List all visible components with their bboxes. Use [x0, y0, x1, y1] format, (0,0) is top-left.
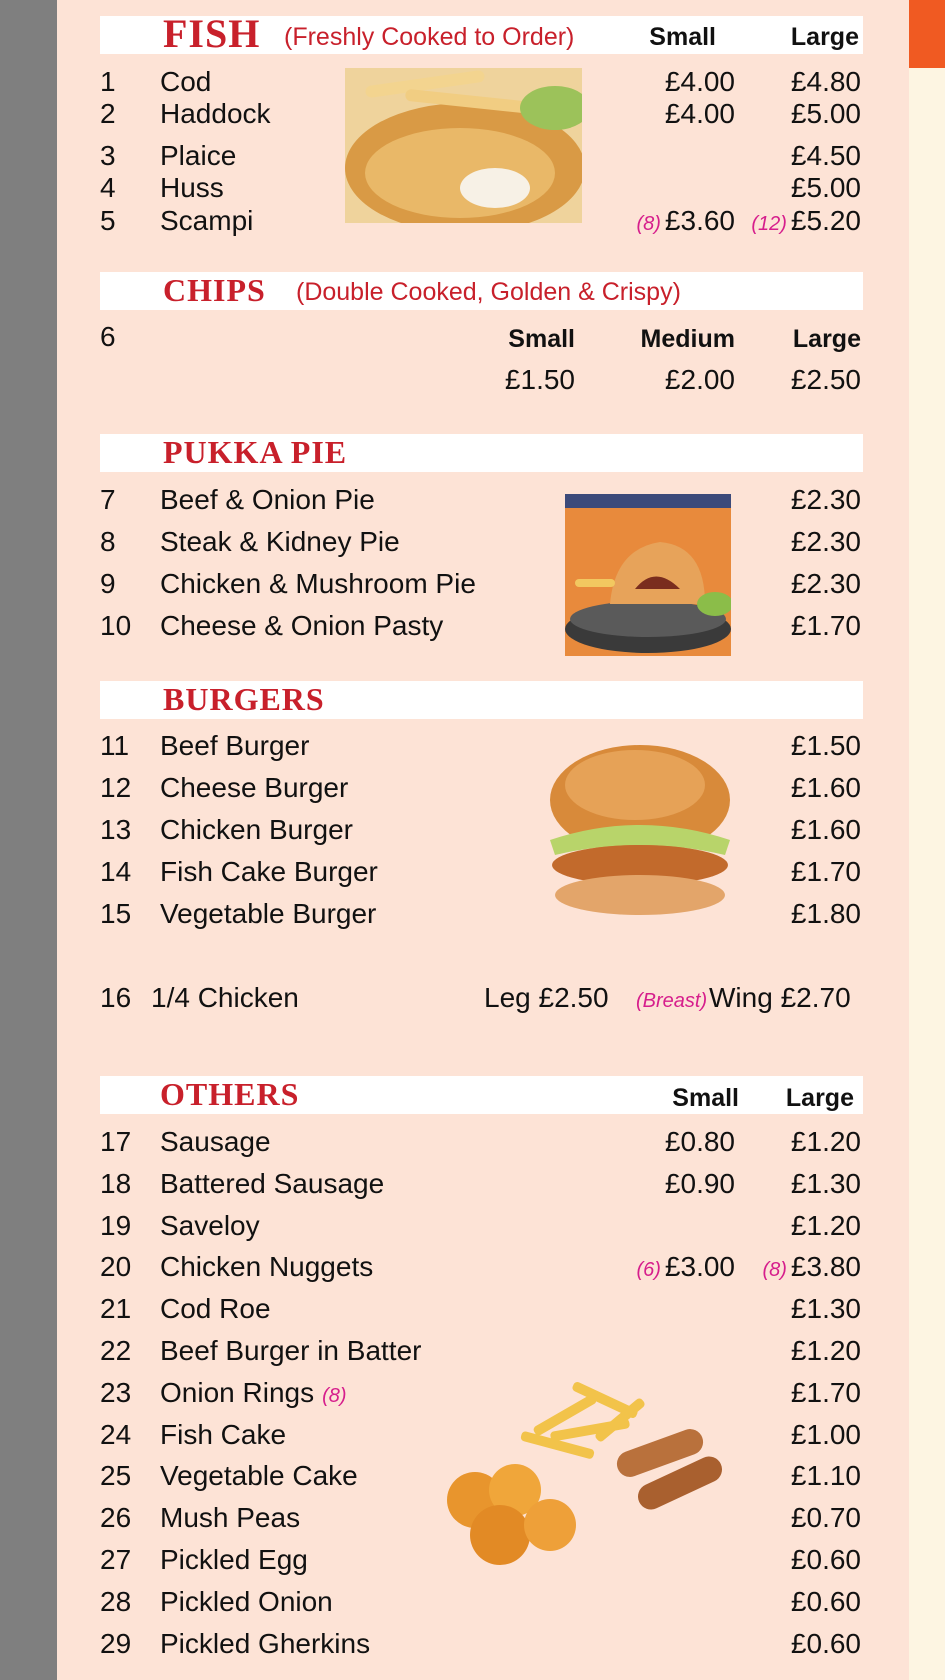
others-item-name-note: (8)	[322, 1385, 347, 1407]
others-item-large-value: £1.30	[790, 1293, 861, 1324]
fish-item-name: Huss	[160, 172, 224, 203]
chicken-number: 16	[100, 982, 132, 1013]
fish-title: FISH	[163, 11, 261, 56]
others-item-small-note: (6)	[636, 1259, 661, 1281]
others-item-large-value: £0.60	[790, 1628, 861, 1659]
others-item-name	[160, 1210, 260, 1242]
pie-title: PUKKA PIE	[163, 434, 348, 470]
others-item-name	[160, 1168, 384, 1200]
others-item-large-value: £1.30	[790, 1168, 861, 1199]
others-item-price-large	[791, 1168, 861, 1200]
others-item-price-large	[791, 1293, 861, 1325]
others-item-price-large	[791, 1502, 861, 1534]
chips-number: 6	[100, 321, 116, 352]
others-item-number: 20	[100, 1251, 132, 1282]
fish-col-small: Small	[649, 23, 716, 51]
fish-item-price-large	[791, 66, 861, 98]
pie-image	[565, 494, 731, 656]
fish-col-large: Large	[790, 23, 859, 51]
others-item-large-value: £1.70	[790, 1377, 861, 1408]
chicken-name: 1/4 Chicken	[151, 982, 299, 1013]
others-item-name	[160, 1335, 421, 1367]
burger-item-number: 13	[100, 814, 132, 845]
others-item-price-large	[791, 1335, 861, 1367]
others-item-name-text: Vegetable Cake	[160, 1460, 358, 1491]
fish-item-large-value: £5.00	[790, 172, 861, 203]
fish-item-name: Haddock	[160, 98, 271, 129]
pie-item-price: £2.30	[790, 484, 861, 515]
others-col-small: Small	[672, 1084, 739, 1112]
others-item-name	[160, 1586, 333, 1618]
others-item-number: 22	[100, 1335, 132, 1366]
others-item-name	[160, 1293, 271, 1325]
burger-item-name: Vegetable Burger	[160, 898, 377, 929]
others-item-price-large	[762, 1251, 861, 1283]
others-item-name	[160, 1377, 347, 1409]
burger-item-price: £1.50	[790, 730, 861, 761]
others-item-number: 25	[100, 1460, 132, 1491]
others-item-number: 18	[100, 1168, 132, 1199]
chips-price-medium: £2.00	[664, 364, 735, 395]
fish-item-name: Cod	[160, 66, 212, 97]
pie-item-number: 9	[100, 568, 116, 599]
burger-item-price: £1.60	[790, 772, 861, 803]
others-item-name-text: Saveloy	[160, 1210, 260, 1241]
fish-item-large-note: (12)	[751, 213, 787, 235]
others-item-large-value: £0.70	[790, 1502, 861, 1533]
right-border-strip	[909, 0, 945, 1680]
others-item-number: 24	[100, 1419, 132, 1450]
fish-item-number: 4	[100, 172, 116, 203]
burger-item-number: 15	[100, 898, 132, 929]
others-item-large-value: £1.00	[790, 1419, 861, 1450]
others-item-large-value: £3.80	[790, 1251, 861, 1282]
others-item-price-small	[665, 1126, 735, 1158]
fish-item-price-small	[665, 66, 735, 98]
chips-price-large: £2.50	[790, 364, 861, 395]
others-item-name	[160, 1544, 308, 1576]
others-item-number: 19	[100, 1210, 132, 1241]
pie-item-price: £2.30	[790, 526, 861, 557]
others-item-small-value: £0.80	[664, 1126, 735, 1157]
others-item-price-large	[791, 1377, 861, 1409]
fish-item-number: 1	[100, 66, 116, 97]
fish-item-number: 2	[100, 98, 116, 129]
others-item-name-text: Battered Sausage	[160, 1168, 385, 1199]
burger-item-number: 14	[100, 856, 132, 887]
burgers-title: BURGERS	[163, 681, 325, 717]
others-item-price-large	[791, 1210, 861, 1242]
fish-item-price-small	[665, 98, 735, 130]
chicken-wing-label: Wing	[709, 982, 773, 1013]
fish-item-number: 5	[100, 205, 116, 236]
fish-subtitle: (Freshly Cooked to Order)	[284, 23, 575, 51]
others-item-name-text: Fish Cake	[160, 1419, 287, 1450]
others-item-number: 27	[100, 1544, 132, 1575]
others-title: OTHERS	[160, 1076, 300, 1112]
orange-corner-tab	[909, 0, 945, 68]
fish-item-price-small	[636, 205, 735, 237]
others-item-large-value: £1.20	[790, 1335, 861, 1366]
others-item-name-text: Cod Roe	[160, 1293, 271, 1324]
pie-item-number: 7	[100, 484, 116, 515]
chicken-wing-price: £2.70	[780, 982, 851, 1013]
chips-price-small: £1.50	[504, 364, 575, 395]
others-item-name-text: Beef Burger in Batter	[160, 1335, 422, 1366]
others-item-number: 26	[100, 1502, 132, 1533]
others-item-price-large	[791, 1628, 861, 1660]
chips-title: CHIPS	[163, 272, 266, 308]
burger-item-price: £1.80	[790, 898, 861, 929]
fish-item-small-value: £4.00	[664, 66, 735, 97]
others-item-name	[160, 1628, 370, 1660]
sides-image	[430, 1370, 750, 1580]
others-item-price-large	[791, 1419, 861, 1451]
chips-col-large: Large	[792, 325, 861, 353]
others-item-name-text: Chicken Nuggets	[160, 1251, 374, 1282]
fish-and-chips-image	[345, 68, 582, 223]
others-item-price-small	[665, 1168, 735, 1200]
burger-item-name: Cheese Burger	[160, 772, 349, 803]
pie-item-name: Steak & Kidney Pie	[160, 526, 400, 557]
chicken-leg-label: Leg	[484, 982, 531, 1013]
others-item-large-value: £1.20	[790, 1210, 861, 1241]
pie-item-name: Beef & Onion Pie	[160, 484, 375, 515]
chips-col-small: Small	[508, 325, 575, 353]
pie-item-name: Chicken & Mushroom Pie	[160, 568, 476, 599]
fish-item-price-large	[791, 172, 861, 204]
fish-item-name: Scampi	[160, 205, 254, 236]
fish-item-large-value: £4.50	[790, 140, 861, 171]
chicken-breast-note	[636, 990, 707, 1013]
fish-item-large-value: £5.00	[790, 98, 861, 129]
fish-item-price-large	[751, 205, 861, 237]
pie-item-price: £1.70	[790, 610, 861, 641]
fish-item-price-large	[791, 140, 861, 172]
others-item-name	[160, 1126, 271, 1158]
chicken-leg-price: £2.50	[538, 982, 609, 1013]
others-item-number: 17	[100, 1126, 132, 1157]
pie-item-price: £2.30	[790, 568, 861, 599]
fish-item-number: 3	[100, 140, 116, 171]
others-col-large: Large	[785, 1084, 854, 1112]
burger-item-name: Chicken Burger	[160, 814, 353, 845]
burger-item-number: 11	[100, 730, 130, 761]
others-item-price-large	[791, 1544, 861, 1576]
others-item-number: 21	[100, 1293, 132, 1324]
others-item-name-text: Pickled Egg	[160, 1544, 308, 1575]
others-item-price-small	[636, 1251, 735, 1283]
others-item-number: 29	[100, 1628, 132, 1659]
chicken-leg	[484, 982, 609, 1014]
others-item-number: 23	[100, 1377, 132, 1408]
burger-item-name: Beef Burger	[160, 730, 310, 761]
others-item-price-large	[791, 1586, 861, 1618]
burger-item-number: 12	[100, 772, 132, 803]
chips-subtitle: (Double Cooked, Golden & Crispy)	[296, 278, 681, 306]
others-item-name-text: Mush Peas	[160, 1502, 301, 1533]
others-item-name-text: Pickled Onion	[160, 1586, 333, 1617]
burger-item-name: Fish Cake Burger	[160, 856, 378, 887]
fish-item-small-value: £3.60	[664, 205, 735, 236]
burger-item-price: £1.70	[790, 856, 861, 887]
others-item-small-value: £0.90	[664, 1168, 735, 1199]
pie-item-number: 8	[100, 526, 116, 557]
others-item-large-value: £0.60	[790, 1544, 861, 1575]
others-item-large-value: £1.10	[790, 1460, 861, 1491]
fish-item-small-value: £4.00	[664, 98, 735, 129]
others-item-number: 28	[100, 1586, 132, 1617]
fish-item-price-large	[791, 98, 861, 130]
others-item-name	[160, 1419, 286, 1451]
others-item-price-large	[791, 1460, 861, 1492]
others-item-name-text: Pickled Gherkins	[160, 1628, 371, 1659]
others-item-name-text: Sausage	[160, 1126, 271, 1157]
others-item-large-value: £1.20	[790, 1126, 861, 1157]
chips-col-medium: Medium	[640, 325, 735, 353]
fish-item-small-note: (8)	[636, 213, 661, 235]
fish-item-large-value: £4.80	[790, 66, 861, 97]
pie-item-number: 10	[100, 610, 132, 641]
others-item-name-text: Onion Rings	[160, 1377, 315, 1408]
burger-item-price: £1.60	[790, 814, 861, 845]
others-item-large-value: £0.60	[790, 1586, 861, 1617]
left-border-strip	[0, 0, 57, 1680]
others-item-large-note: (8)	[762, 1259, 787, 1281]
fish-item-name: Plaice	[160, 140, 237, 171]
breast-note: (Breast)	[636, 990, 708, 1012]
others-item-name	[160, 1502, 300, 1534]
others-item-price-large	[791, 1126, 861, 1158]
others-item-small-value: £3.00	[664, 1251, 735, 1282]
burger-image	[540, 740, 740, 925]
others-item-name	[160, 1460, 358, 1492]
chicken-wing	[709, 982, 851, 1014]
fish-item-large-value: £5.20	[790, 205, 861, 236]
pie-item-name: Cheese & Onion Pasty	[160, 610, 444, 641]
others-item-name	[160, 1251, 373, 1283]
